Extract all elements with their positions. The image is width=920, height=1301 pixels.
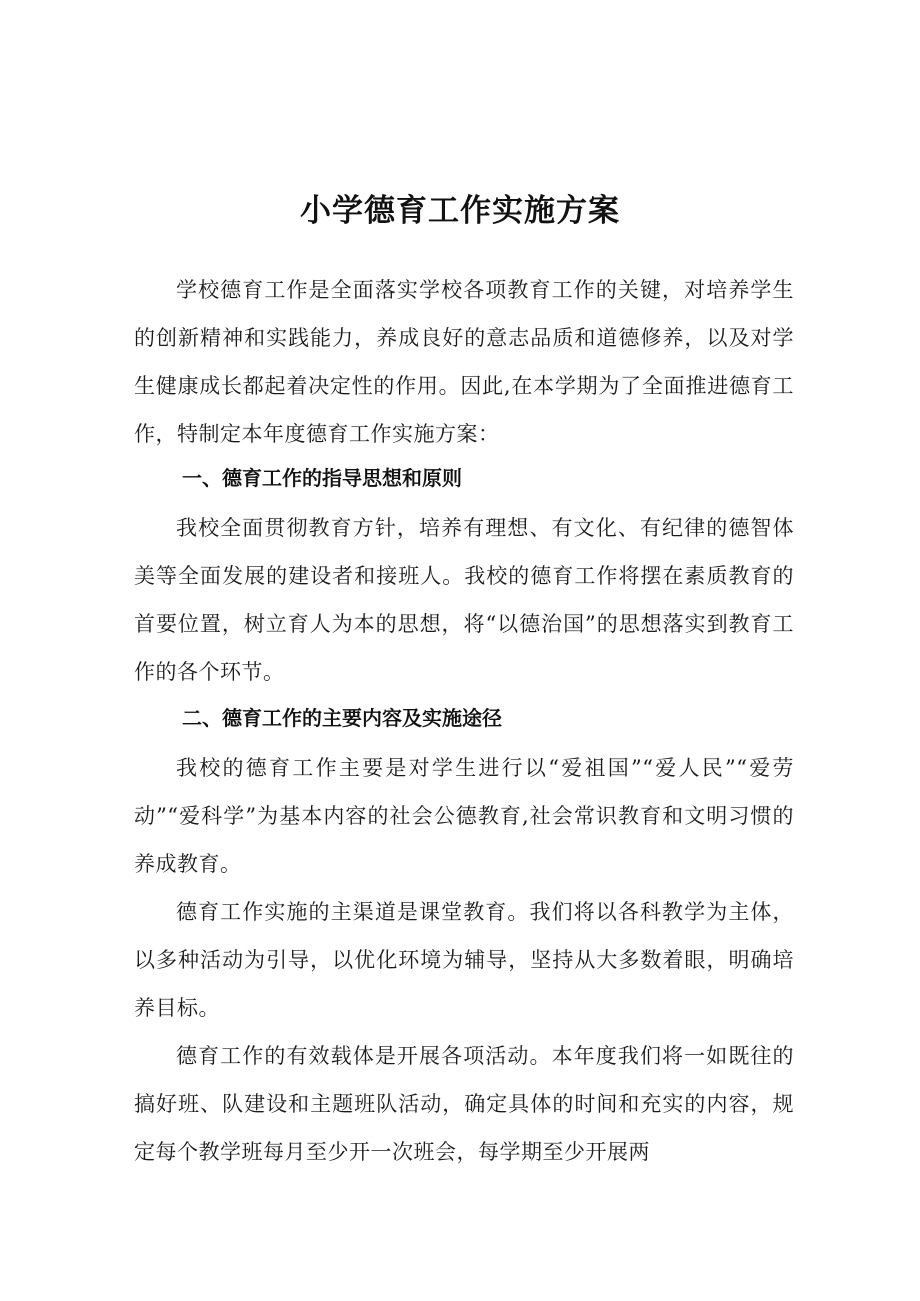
section-1-heading: 一、德育工作的指导思想和原则 <box>182 466 462 490</box>
document-title: 小学德育工作实施方案 <box>300 192 620 229</box>
section-1-paragraph-1: 我校全面贯彻教育方针，培养有理想、有文化、有纪律的德智体美等全面发展的建设者和接班人。我校的德育工作将摆在素质教育的首要位置，树立育人为本的思想，将“以德治国”的思想落实到教育工作的各个环节。 <box>134 516 794 684</box>
intro-paragraph: 学校德育工作是全面落实学校各项教育工作的关键，对培养学生的创新精神和实践能力，养成良好的意志品质和道德修养，以及对学生健康成长都起着决定性的作用。因此,在本学期为了全面推进德育工作，特制定本年度德育工作实施方案： <box>134 278 794 446</box>
section-2-paragraph-1: 我校的德育工作主要是对学生进行以“爱祖国”“爱人民”“爱劳动”“爱科学”为基本内容的社会公德教育,社会常识教育和文明习惯的养成教育。 <box>134 756 794 876</box>
section-2-heading: 二、德育工作的主要内容及实施途径 <box>182 706 502 730</box>
section-2-paragraph-2: 德育工作实施的主渠道是课堂教育。我们将以各科教学为主体，以多种活动为引导，以优化环境为辅导，坚持从大多数着眼，明确培养目标。 <box>134 900 794 1020</box>
section-2-paragraph-3: 德育工作的有效载体是开展各项活动。本年度我们将一如既往的搞好班、队建设和主题班队活动，确定具体的时间和充实的内容，规定每个教学班每月至少开一次班会，每学期至少开展两 <box>134 1044 794 1164</box>
